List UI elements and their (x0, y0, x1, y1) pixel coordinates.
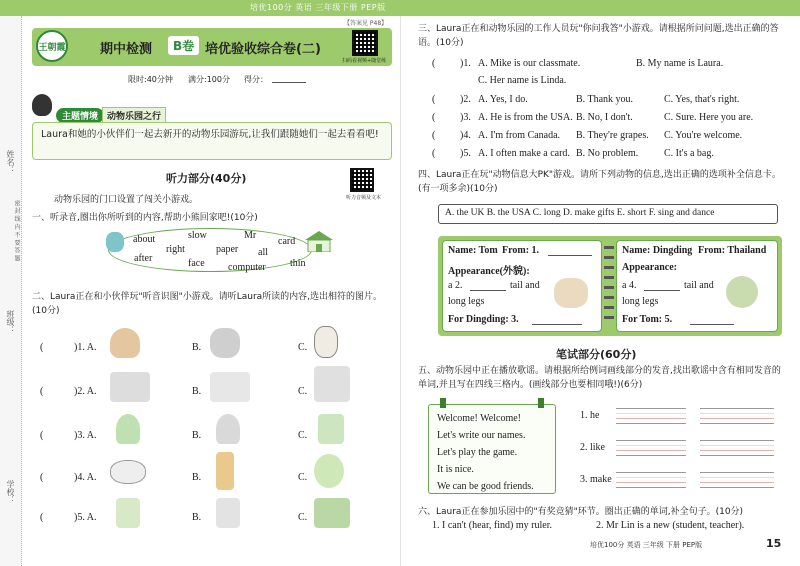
q3-option-b[interactable]: B. Thank you. (576, 94, 634, 105)
word-after[interactable]: after (134, 253, 153, 264)
qr-caption: 扫码看视频+随堂练 (342, 58, 387, 64)
tom-a2: a 2. (448, 280, 463, 291)
big-ben-icon[interactable] (110, 372, 150, 402)
audio-caption: 听力音频及文本 (346, 195, 382, 201)
song-line: Welcome! Welcome! (437, 413, 521, 424)
writing-title: 笔试部分(60分) (556, 348, 637, 361)
boy-window-icon[interactable] (318, 414, 344, 444)
writing-lines[interactable] (700, 440, 774, 456)
q3-number: )1. (460, 58, 471, 69)
qr-code-icon[interactable] (352, 30, 378, 56)
q1-title: 一、听录音,圈出你所听到的内容,帮助小熊回家吧!(10分) (32, 213, 258, 223)
pin-icon (538, 398, 544, 408)
word-slow[interactable]: slow (188, 230, 207, 241)
boy-mascot-icon (32, 94, 52, 116)
q4-options-box: A. the UK B. the USA C. long D. make gifts E. short F. sing and dance (438, 204, 778, 224)
page-fold (400, 16, 401, 566)
tom-legs: long legs (448, 296, 485, 307)
sheep-icon[interactable] (110, 460, 146, 484)
ding-legs: long legs (622, 296, 659, 307)
q2-number: )5. A. (74, 512, 97, 523)
q2-paren[interactable]: ( (40, 430, 44, 441)
q2-paren[interactable]: ( (40, 386, 44, 397)
footer-text: 培优100分 英语 三年级 下册 PEP版 (590, 541, 703, 549)
word-all[interactable]: all (258, 247, 268, 258)
song-line: Let's play the game. (437, 447, 518, 458)
q3-option-a[interactable]: A. I'm from Canada. (478, 130, 561, 141)
song-board (428, 404, 556, 494)
q2-b-label: B. (192, 430, 202, 441)
snake-icon[interactable] (314, 454, 344, 488)
writing-lines[interactable] (616, 472, 686, 488)
q6-sentence-1[interactable]: 1. I can't (hear, find) my ruler. (432, 520, 552, 531)
q3-title: 三、Laura正在和动物乐园的工作人员玩"你问我答"小游戏。请根据所问问题,选出正确的答语。(10分) (418, 24, 779, 48)
tom-tail: tail and (510, 280, 540, 291)
song-line: It is nice. (437, 464, 474, 475)
theme-intro: Laura和她的小伙伴们一起去新开的动物乐园游玩,让我们跟随她们一起去看看吧! (32, 122, 392, 160)
opera-house-icon[interactable] (210, 372, 250, 402)
top-banner (0, 0, 800, 16)
audio-qr-icon[interactable] (350, 168, 374, 192)
q3-paren[interactable]: ( (432, 148, 436, 159)
q3-paren[interactable]: ( (432, 58, 436, 69)
tom-for: For Dingding: 3. (448, 314, 519, 325)
ding-a4: a 4. (622, 280, 637, 291)
blank-3[interactable] (532, 324, 582, 325)
writing-lines[interactable] (700, 472, 774, 488)
blank-2[interactable] (470, 290, 506, 291)
q3-number: )4. (460, 130, 471, 141)
q2-c-label: C. (298, 386, 308, 397)
logo-text: 王朝霞 (38, 42, 66, 53)
q3-option-b[interactable]: B. No, I don't. (576, 112, 633, 123)
q5-word-2: 2. like (580, 442, 605, 453)
q3-option-c[interactable]: C. Yes, that's right. (664, 94, 740, 105)
seal-line-text: 密 封 线 内 不 要 答 题 (13, 200, 20, 262)
q4-title: 四、Laura正在玩"动物信息大PK"游戏。请所下列动物的信息,选出正确的选项补全信息卡。(有一项多余)(10分) (418, 170, 781, 194)
answer-page-ref: 【答案见 P48】 (344, 20, 388, 27)
tom-appearance: Appearance(外貌): (448, 266, 530, 277)
q3-number: )3. (460, 112, 471, 123)
q3-option-a[interactable]: A. I often make a card. (478, 148, 570, 159)
q2-c-label: C. (298, 342, 308, 353)
binder-rings (604, 246, 614, 326)
ding-name: Name: Dingding (622, 245, 693, 256)
q3-number: )2. (460, 94, 471, 105)
writing-lines[interactable] (700, 408, 774, 424)
rabbit-icon[interactable] (314, 326, 338, 358)
q2-paren[interactable]: ( (40, 342, 44, 353)
q2-list (40, 322, 392, 532)
writing-lines[interactable] (616, 440, 686, 456)
giraffe-icon[interactable] (216, 452, 234, 490)
title-badge: B卷 (168, 36, 199, 55)
q3-list (432, 58, 782, 168)
song-line: We can be good friends. (437, 481, 534, 492)
score-label: 得分： (244, 75, 268, 84)
tom-name: Name: Tom (448, 245, 498, 256)
q2-number: )3. A. (74, 430, 97, 441)
word-right[interactable]: right (166, 244, 185, 255)
ding-tail: tail and (684, 280, 714, 291)
q3-option-c[interactable]: C. It's a bag. (664, 148, 714, 159)
title-part-c: 培优验收综合卷(二) (205, 42, 321, 57)
q3-option-a[interactable]: A. He is from the USA. (478, 112, 573, 123)
word-computer[interactable]: computer (228, 262, 266, 273)
cn-tower-icon[interactable] (314, 366, 350, 402)
q3-option-a[interactable]: A. Mike is our classmate. (478, 58, 581, 69)
q3-option-b[interactable]: B. My name is Laura. (636, 58, 724, 69)
q2-b-label: B. (192, 472, 202, 483)
ding-for: For Tom: 5. (622, 314, 673, 325)
full-score: 满分:100分 (188, 75, 230, 84)
title-part-a: 期中检测 (100, 42, 153, 57)
q2-number: )2. A. (74, 386, 97, 397)
pin-icon (440, 398, 446, 408)
girl-icon[interactable] (216, 414, 240, 444)
q3-number: )5. (460, 148, 471, 159)
q2-b-label: B. (192, 386, 202, 397)
bear-icon (106, 232, 124, 252)
ding-from: From: Thailand (698, 245, 767, 256)
q3-option-a[interactable]: A. Yes, I do. (478, 94, 528, 105)
theme-tag: 主题情境 (56, 108, 104, 123)
score-field[interactable] (272, 82, 306, 83)
theme-name: 动物乐园之行 (102, 107, 166, 124)
monkey-icon (726, 276, 758, 308)
q3-option-c[interactable]: C. You're welcome. (664, 130, 743, 141)
q6-sentence-2[interactable]: 2. Mr Lin is a new (student, teacher). (596, 520, 745, 531)
q5-word-1: 1. he (580, 410, 600, 421)
q3-option-c[interactable]: C. Sure. Here you are. (664, 112, 754, 123)
q3-paren[interactable]: ( (432, 130, 436, 141)
q6-title: 六、Laura正在参加乐园中的"有奖竞猜"环节。圈出正确的单词,补全句子。(10分) (418, 507, 744, 517)
name-label: 姓名： (6, 150, 15, 174)
q3-option-b[interactable]: B. They're grapes. (576, 130, 649, 141)
page-number: 15 (766, 537, 782, 550)
cat-icon[interactable] (210, 328, 240, 358)
word-card[interactable]: card (278, 236, 296, 247)
q2-c-label: C. (298, 430, 308, 441)
q2-b-label: B. (192, 512, 202, 523)
q2-c-label: C. (298, 512, 308, 523)
dog-icon (554, 278, 588, 308)
teacher-board-icon[interactable] (314, 498, 350, 528)
q3-option-c[interactable]: C. Her name is Linda. (478, 75, 567, 86)
word-thin[interactable]: thin (290, 258, 306, 269)
q5-word-3: 3. make (580, 474, 612, 485)
writing-lines[interactable] (616, 408, 686, 424)
puppy-icon[interactable] (110, 328, 140, 358)
q2-title: 二、Laura正在和小伙伴玩"听音识图"小游戏。请听Laura所读的内容,选出相符的图片。(10分) (32, 292, 383, 316)
q5-title: 五、动物乐园中正在播放歌谣。请根据所给例词画线部分的发音,找出歌谣中含有相同发音的单词,并且写在四线三格内。(画线部分也要相同哦!)(6分) (418, 366, 781, 390)
q2-number: )4. A. (74, 472, 97, 483)
q2-paren[interactable]: ( (40, 512, 44, 523)
kid-book-icon[interactable] (116, 498, 140, 528)
listening-title: 听力部分(40分) (166, 172, 247, 185)
q2-c-label: C. (298, 472, 308, 483)
word-about[interactable]: about (133, 234, 156, 245)
boy-icon[interactable] (116, 414, 140, 444)
girl-bag-icon[interactable] (216, 498, 240, 528)
house-icon (304, 230, 334, 252)
q3-paren[interactable]: ( (432, 94, 436, 105)
class-label: 班级： (6, 310, 15, 334)
blank-5[interactable] (690, 324, 734, 325)
word-paper[interactable]: paper (216, 244, 239, 255)
tom-from: From: 1. (502, 245, 540, 256)
word-face[interactable]: face (188, 258, 205, 269)
q2-b-label: B. (192, 342, 202, 353)
song-line: Let's write our names. (437, 430, 526, 441)
ding-appearance: Appearance: (622, 262, 677, 273)
q3-paren[interactable]: ( (432, 112, 436, 123)
word-mr[interactable]: Mr (244, 230, 257, 241)
gate-text: 动物乐园的门口设置了闯关小游戏。 (54, 195, 199, 205)
time-limit: 限时:40分钟 (128, 75, 173, 84)
q2-paren[interactable]: ( (40, 472, 44, 483)
top-banner-text: 培优100分 英语 三年级下册 PEP版 (250, 3, 386, 12)
school-label: 学校： (6, 480, 15, 504)
publisher-logo (36, 30, 68, 62)
blank-4[interactable] (644, 290, 680, 291)
blank-1[interactable] (548, 255, 592, 256)
q2-number: )1. A. (74, 342, 97, 353)
q3-option-b[interactable]: B. No problem. (576, 148, 639, 159)
